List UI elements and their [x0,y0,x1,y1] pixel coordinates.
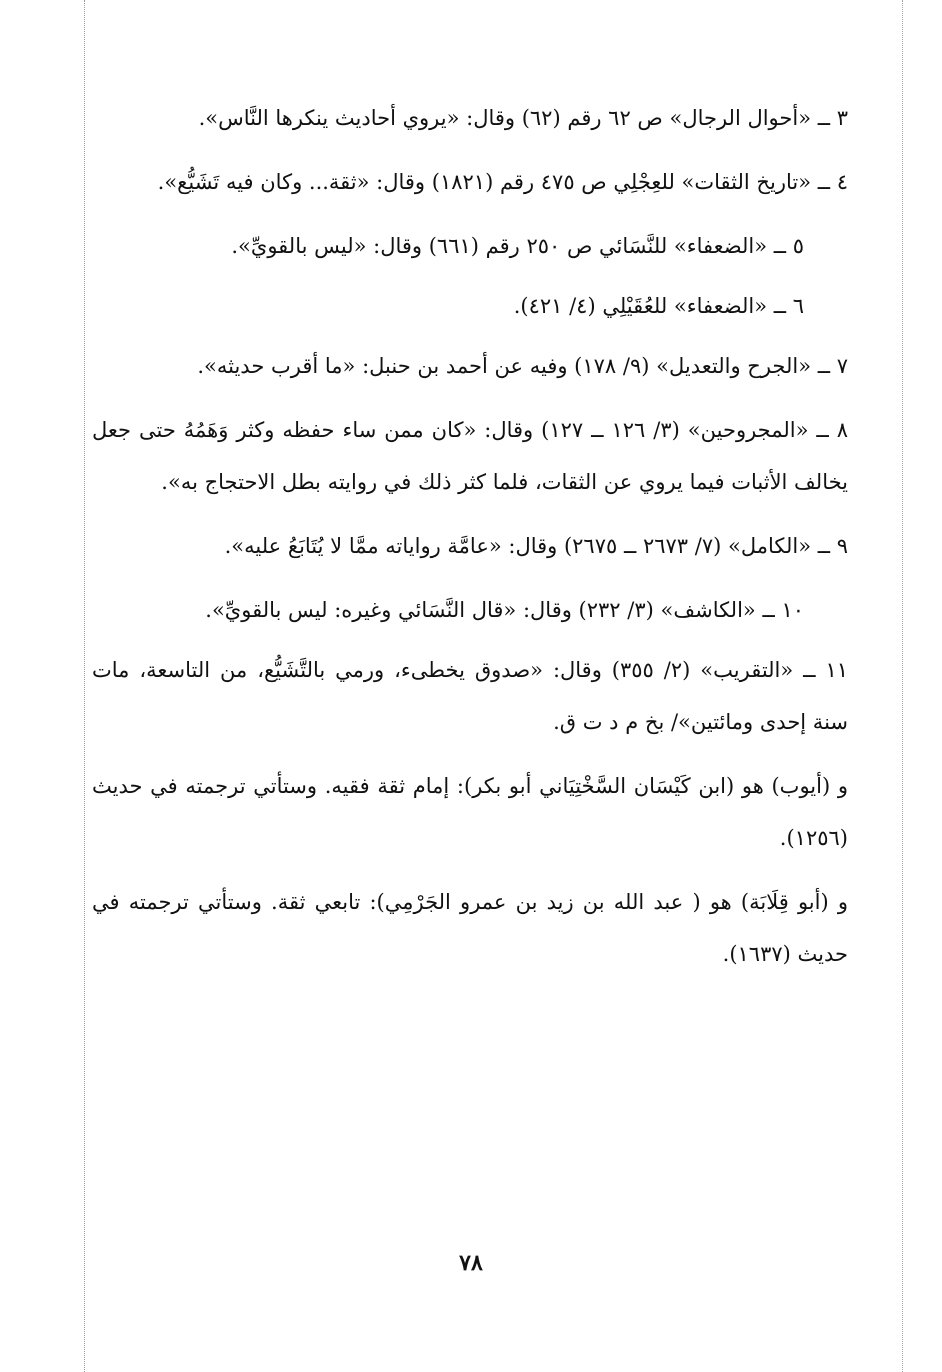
footnote-10-al-kashif: ١٠ ــ «الكاشف» (٣/ ٢٣٢) وقال: «قال النَّسَائي وغيره: ليس بالقويِّ». [205,598,804,622]
footnote-11-al-taqrib: ١١ ــ «التقريب» (٢/ ٣٥٥) وقال: «صدوق يخطىء، ورمي بالتَّشَيُّع، من التاسعة، مات سنة إحدى ومائتين»/ بخ م د ت ق. [92,658,848,734]
scan-edge-left [84,0,85,1372]
footnote-9-al-kamil: ٩ ــ «الكامل» (٧/ ٢٦٧٣ ــ ٢٦٧٥) وقال: «عامَّة رواياته ممَّا لا يُتَابَعُ عليه». [224,534,848,558]
footnote-7-al-jarh-wal-tadil: ٧ ــ «الجرح والتعديل» (٩/ ١٧٨) وفيه عن أحمد بن حنبل: «ما أقرب حديثه». [197,354,848,378]
footnote-4-tarikh-al-thiqat: ٤ ــ «تاريخ الثقات» للعِجْلِي ص ٤٧٥ رقم (١٨٢١) وقال: «ثقة... وكان فيه تَشَيُّع». [157,170,848,194]
footnote-6-al-duafa-uqayli: ٦ ــ «الضعفاء» للعُقَيْلِي (٤/ ٤٢١). [513,294,804,318]
document-page [92,92,848,992]
footnote-8-al-majruhin: ٨ ــ «المجروحين» (٣/ ١٢٦ ــ ١٢٧) وقال: «كان ممن ساء حفظه وكثر وَهَمُهُ حتى جعل يخالف الأثبات فيما يروي عن الثقات، فلما كثر ذلك في روايته بطل الاحتجاج به». [92,418,848,494]
footnote-5-al-duafa-nasai: ٥ ــ «الضعفاء» للنَّسَائي ص ٢٥٠ رقم (٦٦١) وقال: «ليس بالقويِّ». [231,234,804,258]
narrator-abu-qilaba: و (أبو قِلَابَة) هو ( عبد الله بن زيد بن عمرو الجَرْمِي): تابعي ثقة. وستأتي ترجمته في حديث (١٦٣٧). [92,890,848,966]
narrator-ayyub: و (أيوب) هو (ابن كَيْسَان السَّخْتِيَاني أبو بكر): إمام ثقة فقيه. وستأتي ترجمته في حديث (١٢٥٦). [92,774,848,850]
page-number: ٧٨ [459,1250,483,1276]
scan-edge-right [902,0,903,1372]
footnote-3-ahwal-al-rijal: ٣ ــ «أحوال الرجال» ص ٦٢ رقم (٦٢) وقال: «يروي أحاديث ينكرها النَّاس». [198,106,848,130]
